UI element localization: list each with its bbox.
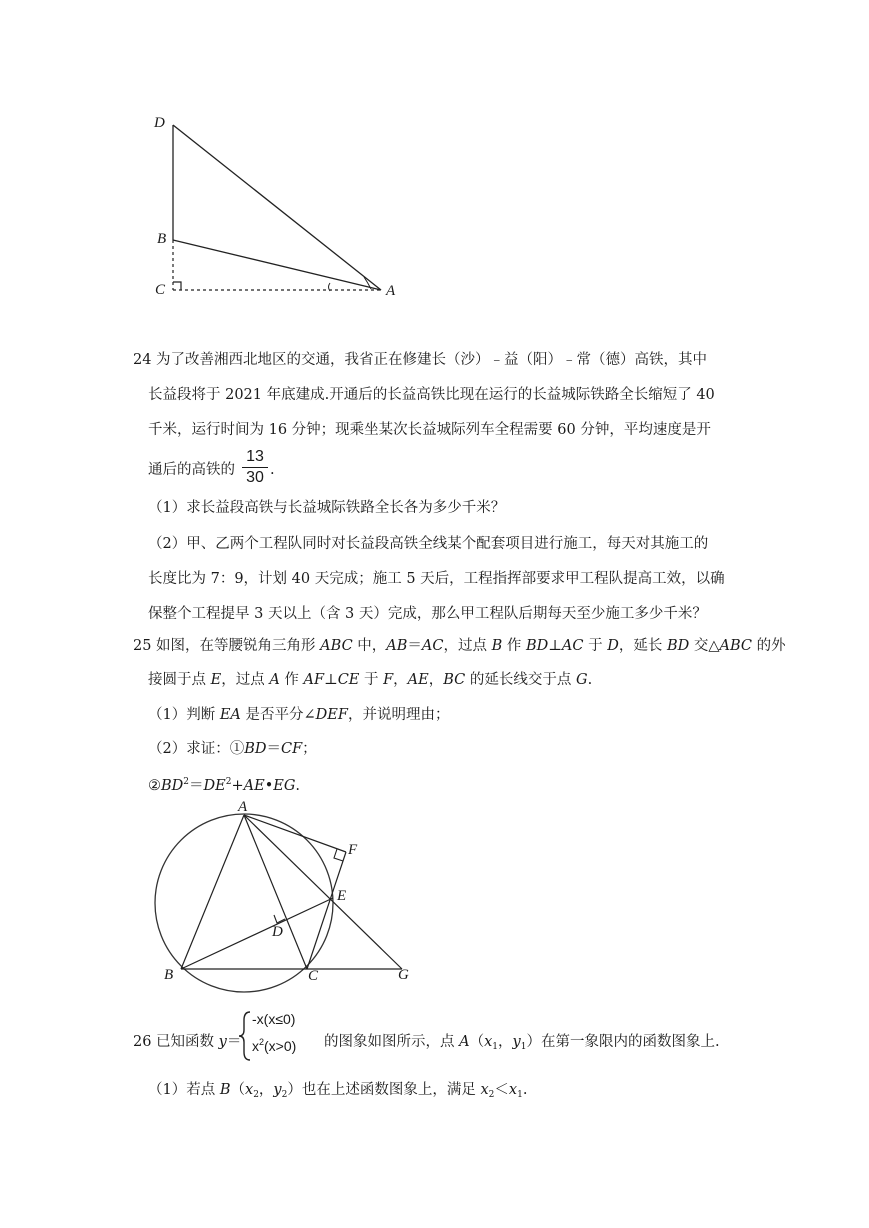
piecewise-text: x (252, 1038, 259, 1054)
q26-math: x (245, 1082, 254, 1098)
q25-text: ，并说明理由； (347, 707, 450, 723)
q25-math: BD (161, 778, 184, 794)
label-a: A (386, 283, 396, 299)
label-g: G (398, 967, 409, 983)
q24-line-1: 24 为了改善湘西北地区的交通，我省正在修建长（沙）﹣益（阳）﹣常（德）高铁，其中 (133, 352, 708, 368)
q25-line-1 (133, 636, 786, 656)
label-a2: A (238, 799, 248, 815)
q25-math: F (383, 672, 394, 688)
piecewise-superscript: 2 (259, 1037, 265, 1047)
q26-line-1-start (133, 1032, 241, 1052)
q25-text: （1）判断 (148, 707, 220, 723)
label-b2: B (164, 967, 174, 983)
label-c: C (155, 282, 166, 298)
q24-sub-2-line-3: 保整个工程提早 3 天以上（含 3 天）完成，那么甲工程队后期每天至少施工多少千米？ (148, 606, 707, 622)
q24-line-4-suffix: . (270, 462, 275, 478)
label-e: E (337, 888, 347, 904)
q25-math: E (210, 672, 222, 688)
q25-text: ， (393, 672, 408, 688)
q26-math: A (459, 1034, 470, 1050)
q26-text: 的图象如图所示，点 (324, 1034, 460, 1050)
q25-math: CE (337, 672, 360, 688)
q25-text: 的延长线交于点 (465, 672, 576, 688)
q25-text: （2）求证：① (148, 741, 245, 757)
q24-line-3: 千米，运行时间为 16 分钟；现乘坐某次长益城际列车全程需要 60 分钟，平均速度是开 (148, 422, 711, 438)
piecewise-brace (238, 1010, 252, 1062)
q25-math: B (491, 638, 503, 654)
q24-sub-2-line-2: 长度比为 7：9，计划 40 天完成；施工 5 天后，工程指挥部要求甲工程队提高工效，以确 (148, 571, 725, 587)
q25-text: ⊥ (324, 672, 338, 688)
figure-triangle (0, 0, 869, 320)
q24-line-4 (148, 460, 235, 480)
label-d: D (154, 115, 165, 131)
q25-math: DE (203, 778, 226, 794)
label-c2: C (308, 968, 319, 984)
q25-text: ，过点 (221, 672, 270, 688)
q26-math: y (512, 1034, 521, 1050)
q25-math: G (575, 672, 588, 688)
q24-sub-1: （1）求长益段高铁与长益城际铁路全长各为多少千米？ (148, 500, 506, 516)
q25-math: AE (407, 672, 429, 688)
q25-math: BD (525, 638, 549, 654)
q26-text: （ (469, 1034, 485, 1050)
q25-math: BC (443, 672, 466, 688)
q25-text: ⊥ (548, 638, 562, 654)
q26-math: x (480, 1082, 489, 1098)
q25-text: . (295, 778, 301, 794)
q25-math: AE (243, 778, 265, 794)
q25-text: ，延长 (618, 638, 667, 654)
fraction-numerator: 13 (246, 448, 264, 465)
q25-math: AB (386, 638, 408, 654)
segment-af (244, 815, 346, 852)
q25-math: A (269, 672, 280, 688)
segment-ac (244, 815, 307, 969)
q26-math: y (273, 1082, 282, 1098)
q25-text: ＝ (189, 778, 204, 794)
q26-text: ＜ (494, 1082, 509, 1098)
q25-text: 接圆于点 (148, 672, 211, 688)
q26-subscript: 1 (517, 1090, 523, 1100)
q26-text: ＝ (226, 1034, 242, 1050)
q26-math: x (508, 1082, 518, 1098)
q25-text: . (587, 672, 593, 688)
label-d2: D (272, 924, 283, 940)
q26-text: ， (258, 1082, 274, 1098)
q25-math: EA (219, 707, 241, 723)
q26-subscript: 1 (492, 1042, 499, 1052)
q25-text: 中， (352, 638, 387, 654)
segment-ag (244, 815, 402, 969)
q24-line-2: 长益段将于 2021 年底建成.开通后的长益高铁比现在运行的长益城际铁路全长缩短了 40 (148, 387, 715, 403)
q26-subscript: 2 (281, 1090, 288, 1100)
q26-text: 26 已知函数 (133, 1034, 219, 1050)
q24-line-4-prefix: 通后的高铁的 (148, 462, 235, 478)
q25-superscript: 2 (225, 777, 232, 787)
piecewise-case-1: -x(x≤0) (252, 1011, 296, 1027)
q26-text: （ (230, 1082, 245, 1098)
q25-superscript: 2 (183, 777, 190, 787)
figure-circle (0, 800, 869, 1000)
label-f: F (348, 842, 358, 858)
q25-math: AF (303, 672, 325, 688)
q25-sub-2 (148, 739, 317, 759)
q25-line-2 (148, 670, 592, 690)
q25-text: 的外 (752, 638, 786, 654)
q25-text: ＝ (266, 741, 282, 757)
q25-text: + (231, 778, 244, 794)
q25-text: ； (302, 741, 317, 757)
piecewise-text: (x>0) (264, 1038, 297, 1054)
angle-arc-small (329, 283, 331, 291)
fraction-denominator: 30 (246, 469, 264, 486)
q25-sub-3 (148, 772, 300, 796)
q26-math: x (484, 1034, 493, 1050)
label-b: B (157, 231, 167, 247)
q26-subscript: 1 (520, 1042, 527, 1052)
q26-text: . (522, 1082, 528, 1098)
q25-text: 25 如图，在等腰锐角三角形 (133, 638, 321, 654)
q25-math: ABC (719, 638, 752, 654)
q25-math: EG (273, 778, 296, 794)
q25-text: 于 (359, 672, 384, 688)
q25-text: 作 (279, 672, 304, 688)
q25-text: ，过点 (443, 638, 492, 654)
q26-text: （1）若点 (148, 1082, 220, 1098)
q25-text: 作 (502, 638, 526, 654)
right-angle-mark (173, 282, 181, 290)
q25-text: 于 (583, 638, 608, 654)
q26-subscript: 2 (488, 1090, 495, 1100)
q26-text: ）也在上述函数图象上，满足 (287, 1082, 481, 1098)
q25-text: ＝ (407, 638, 422, 654)
q25-math: D (607, 638, 619, 654)
q26-line-1-end (324, 1032, 720, 1057)
q25-math: ABC (320, 638, 353, 654)
q26-sub-1 (148, 1080, 527, 1105)
q24-sub-2-line-1: （2）甲、乙两个工程队同时对长益段高铁全线某个配套项目进行施工，每天对其施工的 (148, 536, 709, 552)
q26-math: y (218, 1034, 227, 1050)
q25-text: • (264, 778, 274, 794)
q25-math: BD (666, 638, 690, 654)
q25-text: 是否平分∠ (240, 707, 316, 723)
q25-math: BD (244, 741, 267, 757)
q25-text: 交△ (689, 638, 720, 654)
q26-math: B (219, 1082, 231, 1098)
q25-math: AC (421, 638, 444, 654)
q26-text: ）在第一象限内的函数图象上. (526, 1034, 720, 1050)
circumcircle (155, 814, 333, 992)
q25-math: CF (281, 741, 303, 757)
piecewise-case-2 (252, 1037, 296, 1054)
segment-ab (181, 815, 244, 969)
q26-text: ， (498, 1034, 513, 1050)
q26-subscript: 2 (253, 1090, 259, 1100)
q25-text: ② (148, 778, 161, 794)
q25-math: AC (561, 638, 584, 654)
q25-text: ， (428, 672, 444, 688)
q24-fraction (242, 448, 268, 487)
q25-sub-1 (148, 705, 449, 725)
q25-math: DEF (315, 707, 348, 723)
